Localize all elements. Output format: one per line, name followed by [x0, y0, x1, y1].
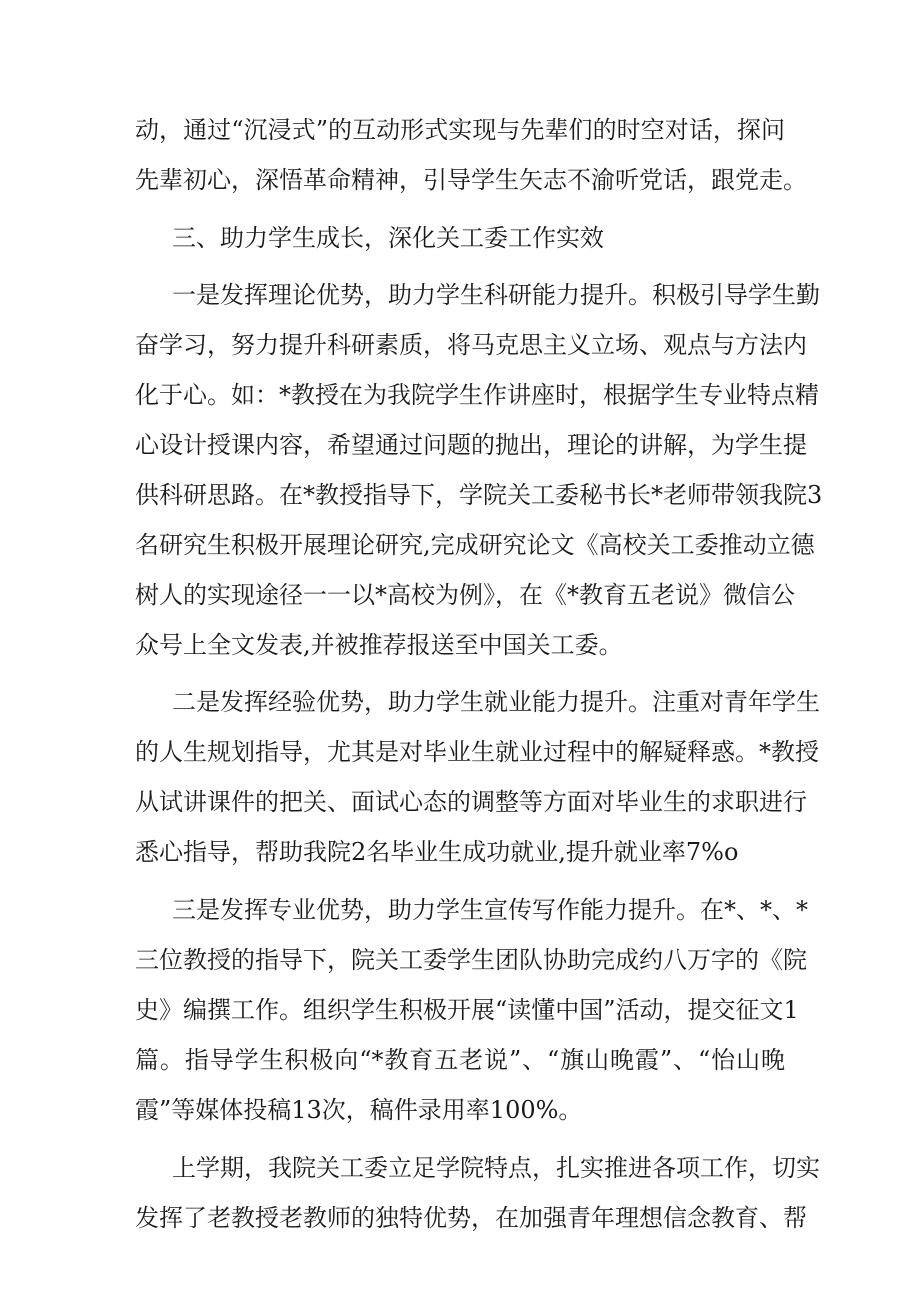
paragraph-line: 化于心。如：*教授在为我院学生作讲座时，根据学生专业特点精: [135, 381, 819, 409]
paragraph-line: 树人的实现途径一一以*高校为例》，在《*教育五老说》微信公: [135, 581, 795, 609]
paragraph-line: 悉心指导，帮助我院2名毕业生成功就业,提升就业率7%o: [135, 838, 739, 866]
paragraph-line: 史》编撰工作。组织学生积极开展“读懂中国”活动，提交征文1: [135, 996, 799, 1024]
paragraph-line: 奋学习，努力提升科研素质，将马克思主义立场、观点与方法内: [135, 331, 807, 359]
section-heading: 三、助力学生成长，深化关工委工作实效: [172, 224, 604, 252]
paragraph-line: 发挥了老教授老教师的独特优势，在加强青年理想信念教育、帮: [135, 1204, 807, 1232]
paragraph-line: 心设计授课内容，希望通过问题的抛出，理论的讲解，为学生提: [135, 431, 807, 459]
paragraph-line: 的人生规划指导，尤其是对毕业生就业过程中的解疑释惑。*教授: [135, 738, 819, 766]
paragraph-line: 先辈初心，深悟革命精神，引导学生矢志不渝听党话，跟党走。: [135, 166, 807, 194]
paragraph-line: 三位教授的指导下，院关工委学生团队协助完成约八万字的《院: [135, 946, 807, 974]
paragraph-line: 动，通过“沉浸式”的互动形式实现与先辈们的时空对话，探问: [135, 116, 785, 144]
paragraph-line: 一是发挥理论优势，助力学生科研能力提升。积极引导学生勤: [172, 281, 820, 309]
paragraph-line: 篇。指导学生积极向“*教育五老说”、“旗山晚霞”、“怡山晚: [135, 1046, 785, 1074]
paragraph-line: 二是发挥经验优势，助力学生就业能力提升。注重对青年学生: [172, 688, 820, 716]
paragraph-line: 上学期，我院关工委立足学院特点，扎实推进各项工作，切实: [172, 1154, 820, 1182]
paragraph-line: 三是发挥专业优势，助力学生宣传写作能力提升。在*、*、*: [172, 896, 808, 924]
paragraph-line: 霞”等媒体投稿13次，稿件录用率100%。: [135, 1096, 583, 1124]
paragraph-line: 从试讲课件的把关、面试心态的调整等方面对毕业生的求职进行: [135, 788, 807, 816]
paragraph-line: 众号上全文发表,并被推荐报送至中国关工委。: [135, 631, 623, 659]
paragraph-line: 供科研思路。在*教授指导下，学院关工委秘书长*老师带领我院3: [135, 481, 823, 509]
paragraph-line: 名研究生积极开展理论研究,完成研究论文《高校关工委推动立德: [135, 531, 815, 559]
